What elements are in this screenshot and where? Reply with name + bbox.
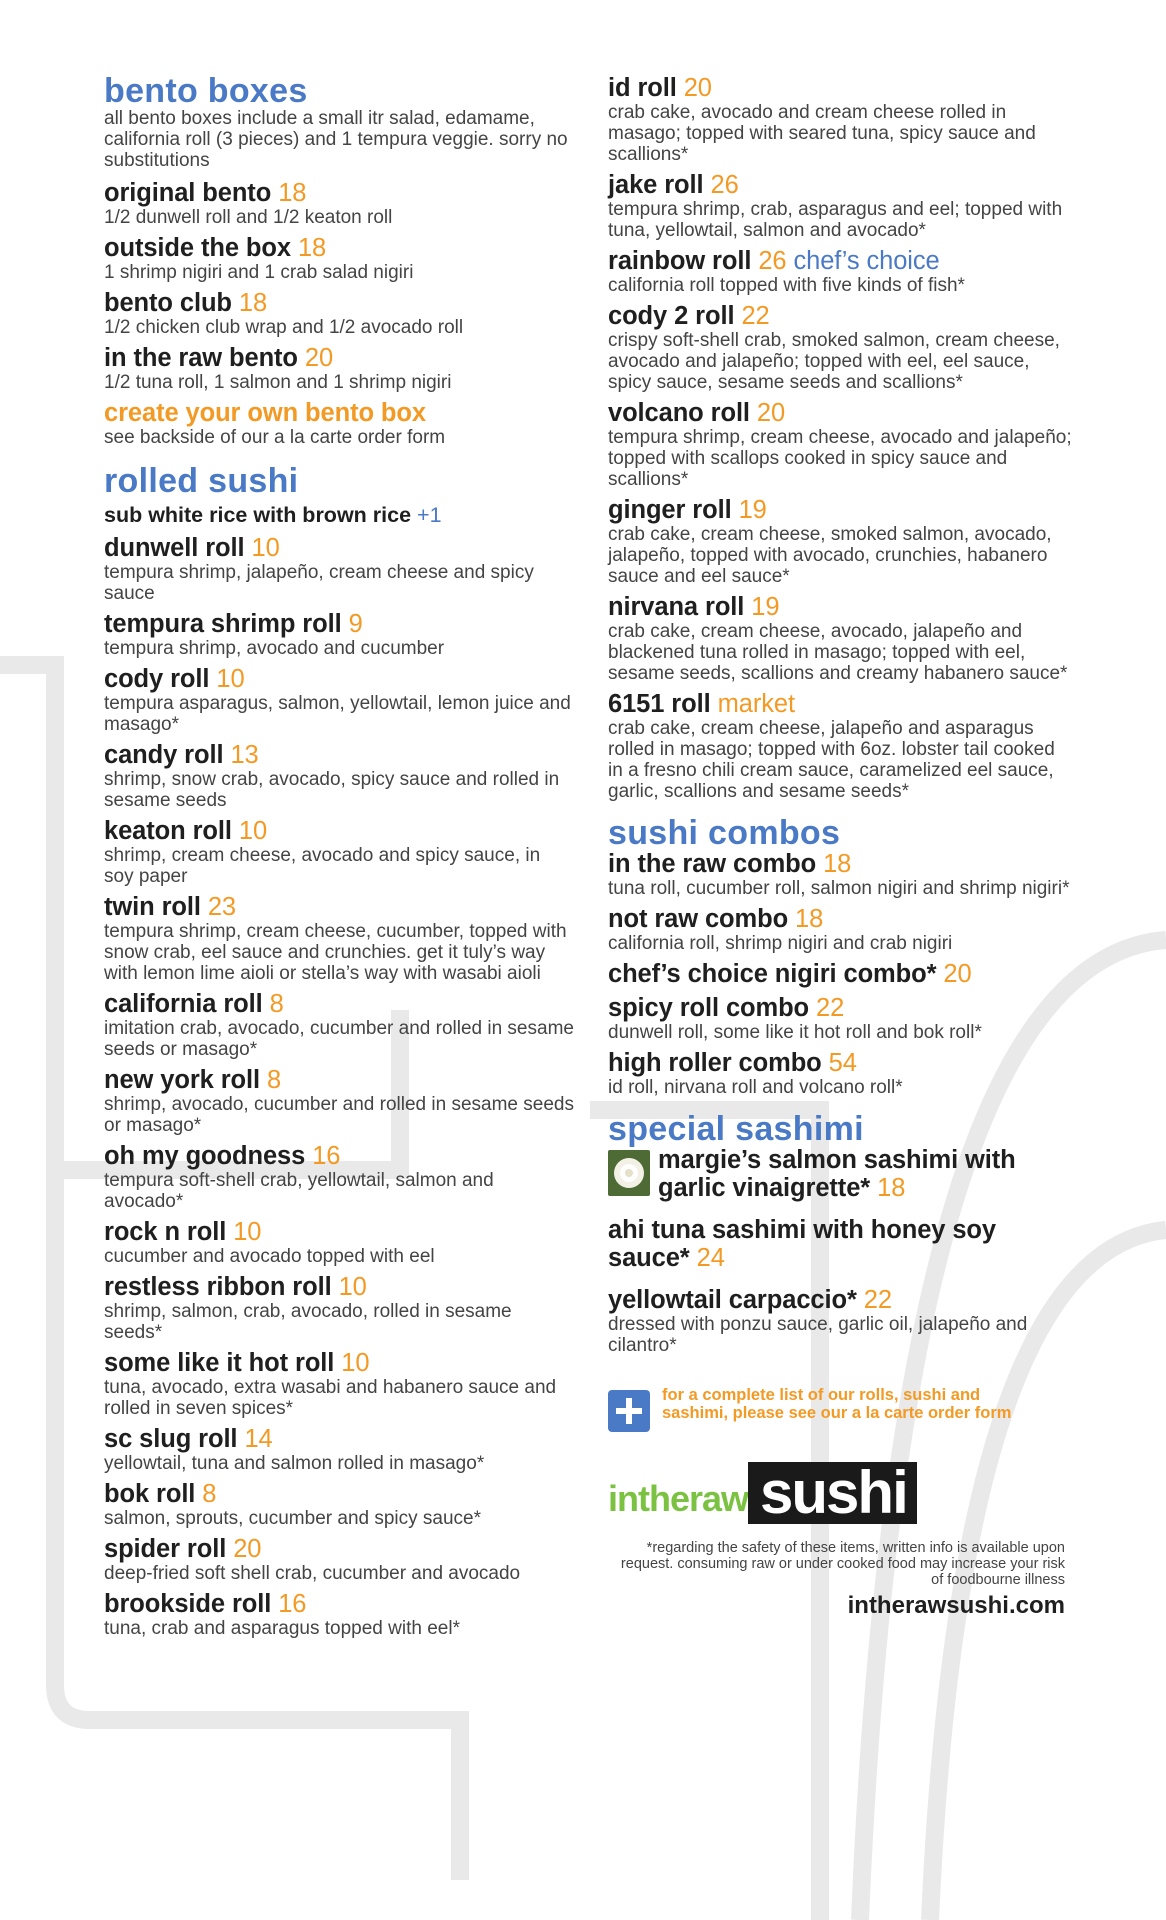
menu-item-name: 6151 roll bbox=[608, 690, 711, 718]
menu-item bbox=[104, 344, 574, 393]
create-bento-desc: see backside of our a la carte order form bbox=[104, 427, 446, 448]
menu-item-desc: tempura shrimp, cream cheese, cucumber, topped with snow crab, eel sauce and crunchies. get it tuly’s way with lemon lime aioli or stella’s way with wasabi aioli bbox=[104, 921, 567, 984]
sashimi-name bbox=[608, 1286, 1073, 1314]
menu-item-name: original bento bbox=[104, 179, 272, 207]
menu-item-name: in the raw bento bbox=[104, 344, 298, 372]
sashimi-item-desc: dressed with ponzu sauce, garlic oil, jalapeño and cilantro* bbox=[608, 1314, 1028, 1356]
menu-item-desc: 1/2 dunwell roll and 1/2 keaton roll bbox=[104, 207, 393, 228]
sashimi-item-name: margie’s salmon sashimi with garlic vinaigrette* bbox=[658, 1146, 1016, 1202]
menu-item-name: not raw combo bbox=[608, 905, 789, 933]
menu-item bbox=[608, 171, 1073, 241]
menu-item-title bbox=[104, 1480, 574, 1508]
menu-item-name: jake roll bbox=[608, 171, 704, 199]
menu-item bbox=[608, 994, 1073, 1043]
menu-item-price: 20 bbox=[683, 74, 712, 102]
left-column bbox=[104, 74, 574, 1645]
menu-item bbox=[104, 1142, 574, 1212]
menu-item-name: restless ribbon roll bbox=[104, 1273, 332, 1301]
create-bento-item bbox=[104, 399, 574, 448]
menu-item-title bbox=[104, 1590, 574, 1618]
menu-item-price: market bbox=[717, 690, 795, 718]
menu-item bbox=[608, 496, 1073, 587]
menu-item-price: 18 bbox=[795, 905, 824, 933]
menu-item-title bbox=[608, 850, 1073, 878]
menu-item-desc: tempura shrimp, jalapeño, cream cheese and spicy sauce bbox=[104, 562, 534, 604]
order-form-note bbox=[608, 1386, 1073, 1432]
menu-item bbox=[104, 1218, 574, 1267]
bento-list bbox=[104, 179, 574, 393]
menu-item-desc: crispy soft-shell crab, smoked salmon, cream cheese, avocado and jalapeño; topped with eel, eel sauce, spicy sauce, sesame seeds and scallions* bbox=[608, 330, 1060, 393]
menu-item-title bbox=[608, 399, 1073, 427]
combos-section bbox=[608, 816, 1073, 1098]
menu-item-title bbox=[104, 234, 574, 262]
menu-item-name: california roll bbox=[104, 990, 263, 1018]
menu-item-price: 26 bbox=[710, 171, 739, 199]
sashimi-item-name: ahi tuna sashimi with honey soy sauce* bbox=[608, 1216, 996, 1272]
menu-item-name: candy roll bbox=[104, 741, 224, 769]
menu-item-price: 10 bbox=[341, 1349, 370, 1377]
menu-item-desc: shrimp, snow crab, avocado, spicy sauce and rolled in sesame seeds bbox=[104, 769, 560, 811]
menu-item-desc: cucumber and avocado topped with eel bbox=[104, 1246, 435, 1267]
menu-item-title bbox=[608, 496, 1073, 524]
sashimi-name bbox=[608, 1216, 1073, 1272]
menu-item bbox=[608, 399, 1073, 490]
sashimi-item bbox=[608, 1216, 1073, 1272]
menu-item-name: spider roll bbox=[104, 1535, 227, 1563]
menu-item bbox=[608, 302, 1073, 393]
plus-icon bbox=[608, 1390, 650, 1432]
menu-item-tag: chef’s choice bbox=[793, 247, 940, 275]
menu-item-name: id roll bbox=[608, 74, 677, 102]
create-bento-name: create your own bento box bbox=[104, 399, 426, 427]
menu-item-name: bento club bbox=[104, 289, 232, 317]
menu-item-name: in the raw combo bbox=[608, 850, 817, 878]
menu-item-title bbox=[104, 610, 574, 638]
menu-item-title bbox=[104, 817, 574, 845]
menu-item bbox=[104, 289, 574, 338]
sashimi-item-name: yellowtail carpaccio* bbox=[608, 1286, 857, 1314]
rolled-section bbox=[104, 464, 574, 1639]
menu-item-title bbox=[104, 1535, 574, 1563]
menu-item bbox=[104, 234, 574, 283]
menu-item-desc: dunwell roll, some like it hot roll and bok roll* bbox=[608, 1022, 982, 1043]
menu-item-title bbox=[608, 593, 1073, 621]
menu-item-desc: tempura asparagus, salmon, yellowtail, lemon juice and masago* bbox=[104, 693, 571, 735]
menu-item-desc: crab cake, avocado and cream cheese rolled in masago; topped with seared tuna, spicy sauce and scallions* bbox=[608, 102, 1036, 165]
menu-item bbox=[104, 1590, 574, 1639]
menu-item bbox=[608, 905, 1073, 954]
menu-item-desc: crab cake, cream cheese, jalapeño and asparagus rolled in masago; topped with 6oz. lobster tail cooked in a fresno chili cream sauce, caramelized eel sauce, garlic, scallions and sesame seeds* bbox=[608, 718, 1055, 802]
salmon-sashimi-photo bbox=[608, 1150, 650, 1196]
menu-item-price: 16 bbox=[312, 1142, 341, 1170]
menu-item-desc: 1/2 chicken club wrap and 1/2 avocado roll bbox=[104, 317, 464, 338]
sashimi-item-price: 18 bbox=[877, 1174, 906, 1202]
menu-item-title bbox=[608, 247, 1073, 275]
menu-item-price: 10 bbox=[251, 534, 280, 562]
rolled-list bbox=[104, 534, 574, 1639]
menu-item-name: some like it hot roll bbox=[104, 1349, 335, 1377]
menu-item-price: 23 bbox=[207, 893, 237, 921]
menu-item-name: rock n roll bbox=[104, 1218, 227, 1246]
menu-item-price: 8 bbox=[202, 1480, 217, 1508]
menu-item-price: 20 bbox=[943, 960, 972, 988]
menu-item-title bbox=[608, 690, 1073, 718]
menu-item-price: 18 bbox=[278, 179, 307, 207]
menu-item-desc: tuna, avocado, extra wasabi and habanero sauce and rolled in seven spices* bbox=[104, 1377, 557, 1419]
menu-item-title bbox=[104, 534, 574, 562]
brown-rice-price: +1 bbox=[417, 503, 442, 527]
menu-item-title bbox=[104, 1066, 574, 1094]
menu-item-price: 19 bbox=[738, 496, 767, 524]
bento-section bbox=[104, 74, 574, 448]
brand-logo bbox=[608, 1459, 1073, 1526]
menu-item-desc: crab cake, cream cheese, avocado, jalapeño and blackened tuna rolled in masago; topped with eel, sesame seeds, scallions and creamy habanero sauce* bbox=[608, 621, 1068, 684]
menu-item-price: 16 bbox=[278, 1590, 307, 1618]
menu-item-desc: california roll, shrimp nigiri and crab nigiri bbox=[608, 933, 953, 954]
right-column bbox=[608, 74, 1073, 1620]
menu-item-desc: shrimp, cream cheese, avocado and spicy sauce, in soy paper bbox=[104, 845, 541, 887]
menu-item-name: tempura shrimp roll bbox=[104, 610, 342, 638]
menu-item-title bbox=[608, 905, 1073, 933]
menu-item-title bbox=[608, 171, 1073, 199]
menu-item-price: 22 bbox=[816, 994, 845, 1022]
bento-description: all bento boxes include a small itr salad, edamame, california roll (3 pieces) and 1 tempura veggie. sorry no substitutions bbox=[104, 108, 568, 171]
menu-item-price: 8 bbox=[269, 990, 284, 1018]
menu-item-name: chef’s choice nigiri combo* bbox=[608, 960, 937, 988]
menu-item-name: rainbow roll bbox=[608, 247, 752, 275]
menu-item-title bbox=[608, 1049, 1073, 1077]
menu-item-price: 20 bbox=[304, 344, 334, 372]
menu-item-name: sc slug roll bbox=[104, 1425, 238, 1453]
menu-item-name: spicy roll combo bbox=[608, 994, 810, 1022]
menu-item bbox=[104, 1480, 574, 1529]
menu-item bbox=[104, 1425, 574, 1474]
menu-item bbox=[608, 1049, 1073, 1098]
bento-title: bento boxes bbox=[104, 72, 308, 110]
menu-item-price: 54 bbox=[828, 1049, 857, 1077]
menu-item-desc: salmon, sprouts, cucumber and spicy sauce* bbox=[104, 1508, 482, 1529]
menu-item-price: 10 bbox=[238, 817, 268, 845]
menu-item bbox=[608, 74, 1073, 165]
sashimi-name bbox=[658, 1146, 1073, 1202]
menu-item-desc: imitation crab, avocado, cucumber and rolled in sesame seeds or masago* bbox=[104, 1018, 574, 1060]
menu-item-title bbox=[104, 1273, 574, 1301]
menu-item bbox=[608, 850, 1073, 899]
menu-item-desc: crab cake, cream cheese, smoked salmon, avocado, jalapeño, topped with avocado, crunchies, habanero sauce and eel sauce* bbox=[608, 524, 1052, 587]
menu-item-price: 18 bbox=[823, 850, 852, 878]
menu-item-title bbox=[104, 344, 574, 372]
menu-item-title bbox=[104, 1349, 574, 1377]
menu-item-desc: 1 shrimp nigiri and 1 crab salad nigiri bbox=[104, 262, 414, 283]
menu-item-name: bok roll bbox=[104, 1480, 196, 1508]
menu-item-desc: tempura shrimp, avocado and cucumber bbox=[104, 638, 445, 659]
menu-item bbox=[104, 990, 574, 1060]
menu-item-price: 10 bbox=[233, 1218, 262, 1246]
menu-item-desc: 1/2 tuna roll, 1 salmon and 1 shrimp nigiri bbox=[104, 372, 452, 393]
menu-item-title bbox=[104, 1425, 574, 1453]
menu-item-title bbox=[104, 741, 574, 769]
menu-item-name: new york roll bbox=[104, 1066, 260, 1094]
rolled-title: rolled sushi bbox=[104, 462, 299, 500]
menu-item-name: twin roll bbox=[104, 893, 201, 921]
menu-item-price: 10 bbox=[216, 665, 245, 693]
menu-item-name: volcano roll bbox=[608, 399, 750, 427]
menu-item-price: 22 bbox=[741, 302, 770, 330]
menu-item-name: nirvana roll bbox=[608, 593, 745, 621]
safety-disclaimer: *regarding the safety of these items, written info is available upon request. consuming raw or under cooked food may increase your risk of foodbourne illness bbox=[620, 1540, 1065, 1588]
menu-item bbox=[104, 534, 574, 604]
menu-item-price: 18 bbox=[297, 234, 327, 262]
logo-sushi: sushi bbox=[748, 1462, 917, 1524]
menu-item-name: ginger roll bbox=[608, 496, 732, 524]
menu-item-title bbox=[104, 289, 574, 317]
brown-rice-text: sub white rice with brown rice bbox=[104, 503, 412, 527]
menu-item-desc: shrimp, salmon, crab, avocado, rolled in sesame seeds* bbox=[104, 1301, 512, 1343]
menu-item-title bbox=[104, 665, 574, 693]
website-link[interactable]: intherawsushi.com bbox=[847, 1592, 1065, 1619]
menu-item-title bbox=[608, 302, 1073, 330]
menu-item bbox=[608, 690, 1073, 802]
menu-item bbox=[104, 1066, 574, 1136]
menu-item-desc: tempura soft-shell crab, yellowtail, salmon and avocado* bbox=[104, 1170, 494, 1212]
menu-item-desc: yellowtail, tuna and salmon rolled in masago* bbox=[104, 1453, 485, 1474]
menu-item-desc: tempura shrimp, cream cheese, avocado and jalapeño; topped with scallops cooked in spicy sauce and scallions* bbox=[608, 427, 1072, 490]
menu-item-price: 20 bbox=[233, 1535, 262, 1563]
menu-item bbox=[104, 179, 574, 228]
menu-item-name: outside the box bbox=[104, 234, 291, 262]
sashimi-title: special sashimi bbox=[608, 1110, 864, 1148]
menu-item bbox=[608, 247, 1073, 296]
brown-rice-note bbox=[104, 502, 574, 528]
sashimi-item bbox=[608, 1146, 1073, 1202]
menu-item bbox=[104, 817, 574, 887]
menu-item bbox=[104, 1349, 574, 1419]
menu-item bbox=[104, 610, 574, 659]
menu-item-title bbox=[104, 1142, 574, 1170]
sashimi-section bbox=[608, 1112, 1073, 1356]
menu-item-title bbox=[608, 960, 1073, 988]
menu-item-name: dunwell roll bbox=[104, 534, 245, 562]
menu-item bbox=[608, 593, 1073, 684]
menu-item bbox=[104, 1273, 574, 1343]
combos-title: sushi combos bbox=[608, 814, 841, 852]
sashimi-item bbox=[608, 1286, 1073, 1356]
logo-intheraw: intheraw bbox=[608, 1478, 749, 1519]
menu-item-name: oh my goodness bbox=[104, 1142, 306, 1170]
menu-item-price: 18 bbox=[238, 289, 268, 317]
combo-list bbox=[608, 850, 1073, 1098]
menu-item-name: brookside roll bbox=[104, 1590, 272, 1618]
menu-item bbox=[608, 960, 1073, 988]
menu-item-desc: california roll topped with five kinds of fish* bbox=[608, 275, 965, 296]
menu-item-price: 26 bbox=[758, 247, 787, 275]
menu-item-desc: deep-fried soft shell crab, cucumber and avocado bbox=[104, 1563, 521, 1584]
menu-item-price: 13 bbox=[230, 741, 259, 769]
menu-item bbox=[104, 1535, 574, 1584]
menu-item-price: 10 bbox=[338, 1273, 367, 1301]
sashimi-item-price: 22 bbox=[863, 1286, 892, 1314]
menu-item-desc: tuna, crab and asparagus topped with eel* bbox=[104, 1618, 460, 1639]
menu-item bbox=[104, 893, 574, 984]
menu-item-price: 8 bbox=[267, 1066, 282, 1094]
menu-item-name: keaton roll bbox=[104, 817, 232, 845]
menu-item-desc: shrimp, avocado, cucumber and rolled in sesame seeds or masago* bbox=[104, 1094, 574, 1136]
menu-item bbox=[104, 741, 574, 811]
menu-item-title bbox=[104, 179, 574, 207]
menu-item-price: 9 bbox=[348, 610, 363, 638]
menu-item-desc: id roll, nirvana roll and volcano roll* bbox=[608, 1077, 903, 1098]
menu-item-name: cody roll bbox=[104, 665, 210, 693]
sashimi-item-price: 24 bbox=[696, 1244, 725, 1272]
menu-item-title bbox=[104, 893, 574, 921]
menu-item-price: 14 bbox=[244, 1425, 273, 1453]
menu-item-name: high roller combo bbox=[608, 1049, 822, 1077]
menu-item-title bbox=[608, 74, 1073, 102]
menu-item-name: cody 2 roll bbox=[608, 302, 735, 330]
order-form-note-text: for a complete list of our rolls, sushi and sashimi, please see our a la carte order form bbox=[662, 1386, 1012, 1422]
menu-item-price: 20 bbox=[756, 399, 786, 427]
menu-item-title bbox=[104, 990, 574, 1018]
menu-item-title bbox=[608, 994, 1073, 1022]
menu-item-price: 19 bbox=[751, 593, 780, 621]
menu-item-desc: tuna roll, cucumber roll, salmon nigiri and shrimp nigiri* bbox=[608, 878, 1070, 899]
rolled-list-continued bbox=[608, 74, 1073, 802]
menu-item-title bbox=[104, 1218, 574, 1246]
menu-item bbox=[104, 665, 574, 735]
menu-item-desc: tempura shrimp, crab, asparagus and eel; topped with tuna, yellowtail, salmon and avocado* bbox=[608, 199, 1063, 241]
